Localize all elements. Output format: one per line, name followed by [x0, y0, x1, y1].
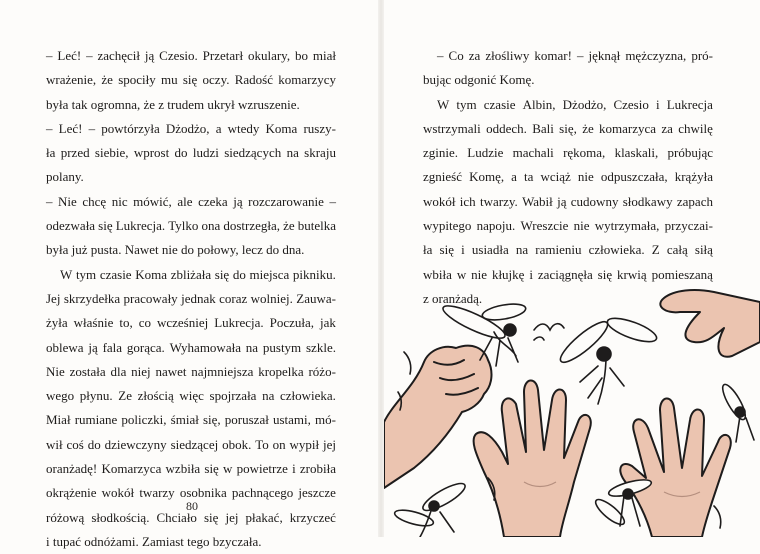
word: Koma [135, 266, 168, 282]
word: Czesio [613, 96, 649, 112]
word: – [46, 120, 53, 136]
word: tym [456, 96, 477, 112]
word: – [88, 120, 96, 136]
word: kropelka [258, 363, 304, 379]
text-line [46, 214, 336, 238]
word: wypitego [423, 218, 472, 234]
word: Tylko [168, 218, 199, 234]
word: machali [512, 145, 554, 161]
text-line [46, 457, 336, 481]
word: wbiła [423, 266, 452, 282]
word: chwilę [678, 120, 713, 136]
word: Czesio. [159, 48, 198, 63]
text-line [46, 408, 336, 432]
bird-mark [534, 324, 564, 330]
text-line [46, 263, 336, 287]
word: wokół [423, 193, 456, 209]
word: słodkawy [622, 193, 673, 209]
word: za [661, 120, 673, 136]
word: wstrzymali [423, 120, 481, 136]
word: miejsca [249, 266, 290, 282]
word: twarzy. [479, 193, 518, 209]
word: w [456, 266, 467, 282]
word: właśnie [73, 315, 114, 331]
word: słodkością. [91, 509, 150, 525]
word: jednak [181, 290, 216, 306]
word: wrażenie, [46, 72, 97, 88]
word: skrzydełka [63, 290, 121, 306]
word: nie [471, 266, 488, 282]
word: Komarzyca [101, 461, 162, 477]
text-line: polany. [46, 169, 84, 185]
word: usiadła [471, 242, 509, 258]
word: na [245, 339, 259, 355]
word: ją [144, 48, 155, 63]
mosquito-right-edge [719, 382, 754, 442]
word: jej [323, 436, 336, 452]
word: a [511, 169, 517, 185]
word: napoju. [476, 218, 516, 234]
right-page-text [423, 44, 713, 311]
word: czasie [483, 96, 516, 112]
word: jeszcze [298, 485, 336, 501]
text-line [423, 44, 713, 68]
word: – [437, 48, 444, 63]
open-hand-center [474, 380, 591, 537]
word: odpuszczała, [600, 169, 668, 185]
word: pustym [262, 339, 302, 355]
word: Miał [46, 412, 71, 428]
word: skraju [304, 145, 336, 161]
word: różo- [308, 363, 336, 379]
word: oddech. [486, 120, 527, 136]
word: wego [46, 388, 75, 404]
word: pachnącego [231, 485, 294, 501]
text-line: bując odgonić Komę. [423, 72, 535, 88]
word: Z [651, 242, 660, 258]
word: ona [201, 218, 221, 234]
word: coś [66, 436, 84, 452]
word: za [468, 48, 481, 63]
word: zginie. [423, 145, 459, 161]
word: – [329, 193, 336, 209]
word: Wyhamowała [169, 339, 241, 355]
word: się [98, 218, 113, 234]
text-line [46, 433, 336, 457]
word: W [60, 266, 73, 282]
word: siedzącej [170, 436, 219, 452]
word: komarzycy [278, 72, 336, 88]
text-line: była tak ogromna, że z trudem ukrył wzruszenie. [46, 96, 300, 112]
word: i [529, 266, 533, 282]
word: płakać, [245, 509, 283, 525]
word: co [138, 315, 151, 331]
word: siebie, [94, 145, 129, 161]
word: Jej [46, 290, 61, 306]
word: jęknął [588, 48, 621, 63]
word: rumiane [74, 412, 118, 428]
text-line [423, 214, 713, 238]
word: wolniej. [250, 290, 293, 306]
word: Dżodżo, [165, 120, 210, 136]
word: siedzących [224, 145, 282, 161]
word: do [174, 145, 188, 161]
word: policzki, [121, 412, 167, 428]
text-line [423, 238, 713, 262]
text-line [46, 360, 336, 384]
word: odezwała [46, 218, 96, 234]
word: Albin, [522, 96, 556, 112]
word: się, [202, 412, 221, 428]
word: Bali [532, 120, 554, 136]
word: poruszał [224, 412, 269, 428]
word: wprost [133, 145, 170, 161]
word: ją [88, 339, 98, 355]
word: płynu. [79, 388, 113, 404]
word: zbliżała [170, 266, 212, 282]
word: zaciągnęła [537, 266, 593, 282]
word: wokół [101, 485, 135, 501]
word: pikniku. [292, 266, 336, 282]
word: – [576, 48, 584, 63]
word: dostrzegła, [223, 218, 280, 234]
word: człowieka. [279, 388, 336, 404]
word: ludzi [192, 145, 219, 161]
word: się, [559, 120, 577, 136]
page-number: 80 [186, 499, 198, 513]
word: więc [179, 388, 204, 404]
word: zapach [676, 193, 713, 209]
word: butelka [297, 218, 336, 234]
word: Przetarł [202, 48, 244, 63]
word: Ze [118, 388, 133, 404]
word: ramieniu [535, 242, 582, 258]
word: Nie [46, 363, 65, 379]
word: i [292, 461, 296, 477]
word: Koma [265, 120, 298, 136]
word: i [461, 242, 465, 258]
word: To [255, 436, 269, 452]
word: Lukrecja. [214, 315, 264, 331]
word: okulary, [247, 48, 291, 63]
word: jak [320, 315, 336, 331]
word: ła [46, 145, 56, 161]
word: – [46, 48, 53, 63]
text-line [46, 336, 336, 360]
word: że [582, 120, 594, 136]
word: tym [75, 266, 97, 282]
word: chcę [82, 193, 107, 209]
word: zrobiła [299, 461, 336, 477]
word: W [437, 96, 450, 112]
word: Komę, [469, 169, 505, 185]
text-line [46, 44, 336, 68]
word: wypił [289, 436, 320, 452]
word: wtedy [227, 120, 260, 136]
word: wił [46, 436, 63, 452]
word: a [215, 120, 222, 136]
word: się [214, 266, 230, 282]
word: pracowały [123, 290, 178, 306]
word: coraz [219, 290, 248, 306]
word: ła [423, 242, 433, 258]
word: się [204, 461, 219, 477]
word: różową [46, 509, 85, 525]
word: ustami, [272, 412, 311, 428]
word: całą [666, 242, 688, 258]
word: że [283, 218, 295, 234]
text-line [423, 165, 713, 189]
word: w [223, 461, 233, 477]
word: Ludzie [467, 145, 504, 161]
word: obok. [222, 436, 252, 452]
word: klaskali, [614, 145, 659, 161]
mosquito-center [556, 314, 659, 404]
word: oranżadę! [46, 461, 98, 477]
word: się [439, 242, 454, 258]
word: mu [160, 72, 178, 88]
text-line [423, 190, 713, 214]
word: Poczuła, [269, 315, 315, 331]
text-line [46, 117, 336, 141]
text-line [423, 93, 713, 117]
word: wciąż [540, 169, 571, 185]
word: spociły [118, 72, 156, 88]
word: twarzy [139, 485, 175, 501]
word: Dżodżo, [562, 96, 607, 112]
word: do [87, 436, 101, 452]
word: osobnika [179, 485, 227, 501]
word: on [272, 436, 286, 452]
word: powtórzyła [101, 120, 160, 136]
word: bo [294, 48, 308, 63]
text-line [46, 141, 336, 165]
word: że [101, 72, 113, 88]
word: ta [524, 169, 534, 185]
word: ją [557, 193, 567, 209]
word: przyczai- [664, 218, 713, 234]
word: zachęcił [97, 48, 141, 63]
text-line [46, 68, 336, 92]
word: czeka [198, 193, 228, 209]
text-line: i tupać odnóżami. Zamiast tego bzyczała. [46, 533, 262, 549]
word: Wreszcie [520, 218, 569, 234]
word: wytrzymała, [594, 218, 660, 234]
word: powietrze [236, 461, 288, 477]
word: złością [137, 388, 174, 404]
left-page-text [46, 44, 336, 554]
word: mó- [315, 412, 336, 428]
word: – [46, 193, 53, 209]
word: mężczyzna, [625, 48, 687, 63]
word: komarzyca [599, 120, 657, 136]
word: siłą [694, 242, 713, 258]
word: krzyczeć [289, 509, 336, 525]
fist-left [384, 346, 491, 488]
word: oczy. [202, 72, 230, 88]
word: cudowny [570, 193, 619, 209]
hands-swatting-mosquitoes-illustration [384, 282, 760, 537]
word: Radość [234, 72, 273, 88]
word: najmniejsza [191, 363, 254, 379]
text-line [46, 190, 336, 214]
bird-mark [534, 337, 544, 340]
word: jej [225, 509, 239, 525]
word: na [515, 242, 529, 258]
word: Zauwa- [296, 290, 336, 306]
word: ją [233, 193, 243, 209]
text-line [423, 117, 713, 141]
word: niej [131, 363, 151, 379]
word: i [655, 96, 660, 112]
word: śmiał [170, 412, 199, 428]
word: próbując [667, 145, 713, 161]
word: nie [577, 169, 594, 185]
word: okrążenie [46, 485, 97, 501]
word: mówić, [133, 193, 172, 209]
word: nie [573, 218, 590, 234]
text-line: była już pusta. Nawet nie do połowy, lecz do dna. [46, 242, 305, 258]
word: Wabił [522, 193, 553, 209]
word: na [286, 145, 299, 161]
word: wzbiła [165, 461, 201, 477]
word: Co [448, 48, 464, 63]
word: człowieka. [588, 242, 645, 258]
word: się [203, 509, 219, 525]
word: krążyła [674, 169, 713, 185]
word: nic [111, 193, 128, 209]
word: żyła [46, 315, 68, 331]
mosquito-bottom-left [393, 479, 468, 537]
word: komar! [534, 48, 572, 63]
text-line [46, 384, 336, 408]
word: miał [312, 48, 336, 63]
word: ruszy- [303, 120, 336, 136]
word: Leć! [58, 120, 83, 136]
word: pomieszaną [651, 266, 713, 282]
word: dziewczyny [104, 436, 167, 452]
word: czasie [99, 266, 132, 282]
word: się [182, 72, 198, 88]
word: – [86, 48, 93, 63]
word: rozczarowanie [248, 193, 324, 209]
word: do [232, 266, 246, 282]
hand-top-right [660, 290, 760, 357]
word: Nie [58, 193, 77, 209]
word: została [69, 363, 106, 379]
word: oblewa [46, 339, 84, 355]
word: spojrzała [209, 388, 257, 404]
word: przed [60, 145, 90, 161]
word: rękoma, [563, 145, 606, 161]
word: zgnieść [423, 169, 462, 185]
word: ale [177, 193, 193, 209]
word: na [262, 388, 275, 404]
text-line [46, 311, 336, 335]
word: kłujkę [491, 266, 525, 282]
word: krwią [617, 266, 647, 282]
word: Lukrecja. [115, 218, 166, 234]
word: Lukrecja [666, 96, 713, 112]
word: nawet [155, 363, 187, 379]
word: Leć! [57, 48, 82, 63]
word: to, [119, 315, 133, 331]
word: pró- [691, 48, 713, 63]
word: dla [110, 363, 127, 379]
word: złośliwy [485, 48, 530, 63]
word: Chciało [156, 509, 197, 525]
word: się [597, 266, 613, 282]
word: szkle. [306, 339, 336, 355]
word: wcześniej [156, 315, 209, 331]
word: fala [102, 339, 123, 355]
text-line: z oranżadą. [423, 290, 483, 306]
text-line [423, 141, 713, 165]
word: gorąca. [126, 339, 165, 355]
word: ich [459, 193, 476, 209]
text-line [46, 287, 336, 311]
